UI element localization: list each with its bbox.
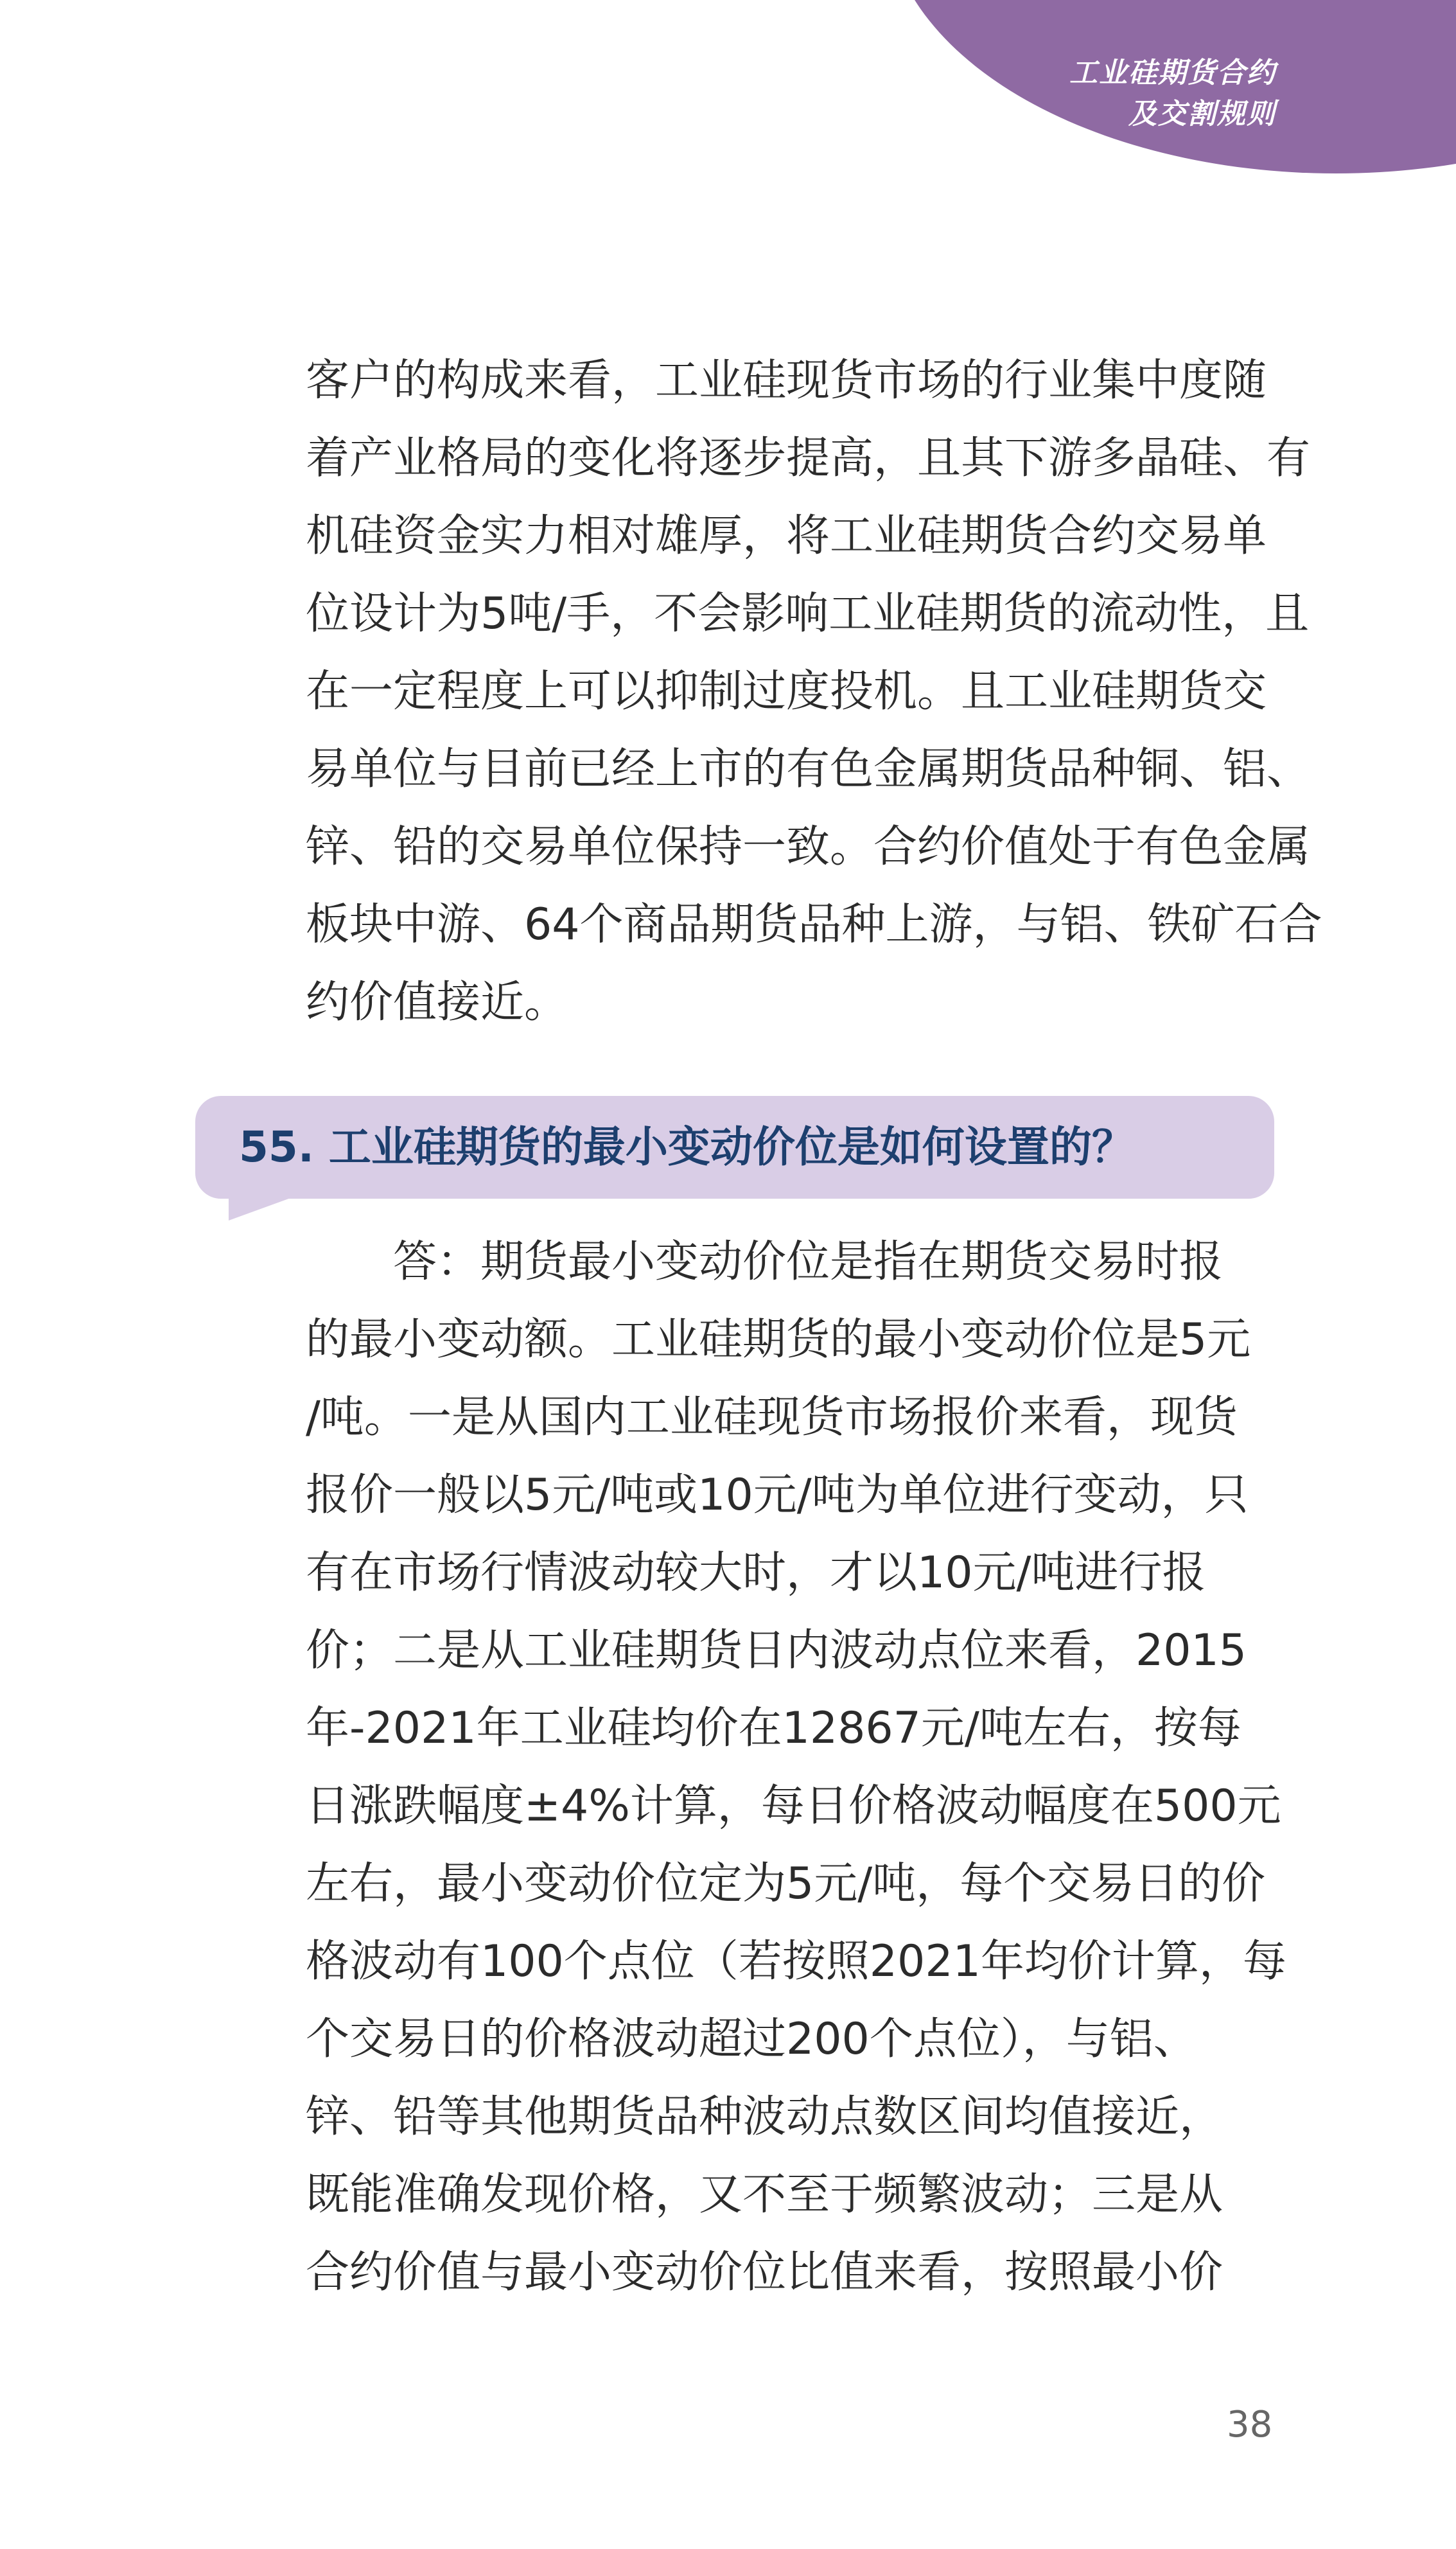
text-line: 日涨跌幅度±4%计算，每日价格波动幅度在500元	[306, 1781, 1281, 1831]
section-title	[1069, 53, 1276, 135]
section-title-line1: 工业硅期货合约	[1069, 57, 1276, 89]
text-line: 个交易日的价格波动超过200个点位），与铝、	[306, 2014, 1197, 2065]
question-heading: 55. 工业硅期货的最小变动价位是如何设置的？	[239, 1122, 1134, 1172]
body-paragraph	[306, 342, 1322, 1041]
text-line: 价；二是从工业硅期货日内波动点位来看，2015	[306, 1625, 1247, 1676]
text-line: 锌、铅等其他期货品种波动点数区间均值接近，	[306, 2092, 1224, 2142]
text-line: 有在市场行情波动较大时，才以10元/吨进行报	[306, 1548, 1206, 1598]
text-line: 合约价值与最小变动价位比值来看，按照最小价	[306, 2247, 1224, 2298]
question-bubble-tail	[229, 1195, 299, 1221]
answer-paragraph	[306, 1223, 1286, 2311]
text-line: /吨。一是从国内工业硅现货市场报价来看，现货	[306, 1392, 1238, 1443]
text-line: 着产业格局的变化将逐步提高，且其下游多晶硅、有	[306, 433, 1311, 484]
text-line: 答：期货最小变动价位是指在期货交易时报	[306, 1237, 1224, 1287]
text-line: 机硅资金实力相对雄厚，将工业硅期货合约交易单	[306, 511, 1267, 561]
text-line: 在一定程度上可以抑制过度投机。且工业硅期货交	[306, 666, 1267, 717]
question-bubble	[195, 1096, 1274, 1199]
text-line: 约价值接近。	[306, 977, 568, 1028]
text-line: 位设计为5吨/手，不会影响工业硅期货的流动性，且	[306, 588, 1310, 639]
section-title-line2: 及交割规则	[1128, 98, 1276, 130]
text-line: 左右，最小变动价位定为5元/吨，每个交易日的价	[306, 1858, 1266, 1909]
text-line: 的最小变动额。工业硅期货的最小变动价位是5元	[306, 1314, 1251, 1365]
text-line: 客户的构成来看，工业硅现货市场的行业集中度随	[306, 355, 1267, 406]
text-line: 易单位与目前已经上市的有色金属期货品种铜、铝、	[306, 744, 1311, 795]
text-line: 年-2021年工业硅均价在12867元/吨左右，按每	[306, 1703, 1241, 1754]
text-line: 报价一般以5元/吨或10元/吨为单位进行变动，只	[306, 1470, 1249, 1521]
text-line: 既能准确发现价格，又不至于频繁波动；三是从	[306, 2169, 1224, 2220]
page-number: 38	[1227, 2404, 1273, 2446]
text-line: 板块中游、64个商品期货品种上游，与铝、铁矿石合	[306, 899, 1322, 950]
text-line: 锌、铅的交易单位保持一致。合约价值处于有色金属	[306, 822, 1311, 872]
text-line: 格波动有100个点位（若按照2021年均价计算，每	[306, 1936, 1286, 1987]
